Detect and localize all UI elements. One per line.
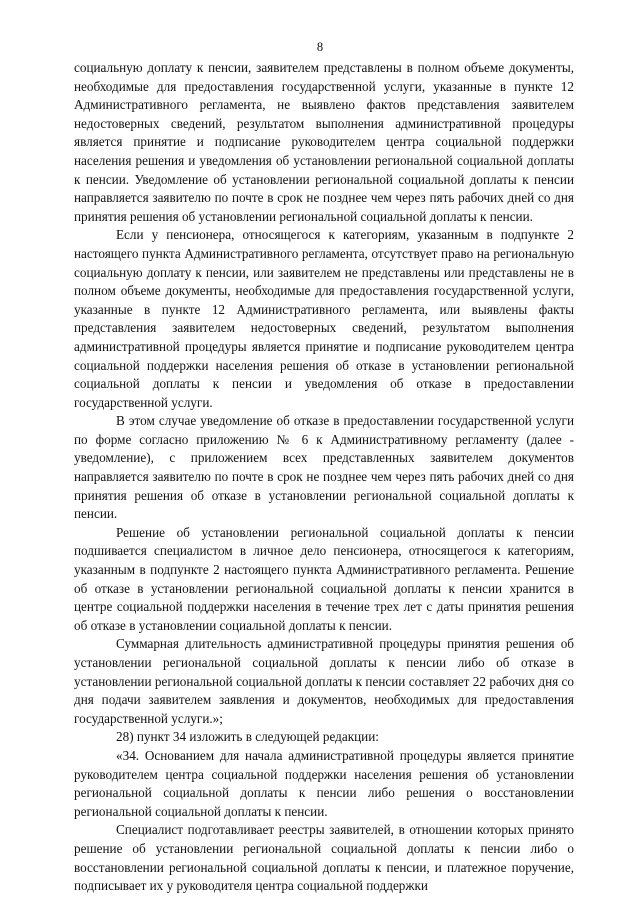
paragraph-4: Решение об установлении региональной социальной доплаты к пенсии подшивается специалистом в личное дело пенсионера, относящегося к категориям, указанным в подпункте 2 настоящего пункта Административного регламента. Решение об отказе в установлении региональной социальной доплаты к пенсии хранится в центре социальной поддержки населения в течение трех лет с даты принятия решения об отказе в установлении социальной доплаты к пенсии. bbox=[74, 524, 574, 633]
paragraph-6-amendment-item: 28) пункт 34 изложить в следующей редакции: bbox=[116, 729, 379, 745]
paragraph-2: Если у пенсионера, относящегося к категориям, указанным в подпункте 2 настоящего пункта Административного регламента, отсутствует право на региональную социальную доплату к пенсии, или заявителем не представлены или представлены не в полном объеме документы, необходимые для предоставления государственной услуги, указанные в пункте 12 Административного регламента, или выявлены факты представления заявителем недостоверных сведений, результатом выполнения административной процедуры является принятие и подписание руководителем центра социальной поддержки населения решения об отказе в установлении региональной социальной доплаты к пенсии и уведомления об отказе в предоставлении государственной услуги. bbox=[74, 227, 574, 410]
page-number: 8 bbox=[316, 40, 324, 54]
paragraph-3: В этом случае уведомление об отказе в предоставлении государственной услуги по форме согласно приложению № 6 к Административному регламенту (далее - уведомление), с приложением всех представленных заявителем документов направляется заявителю по почте в срок не позднее чем через пять рабочих дней со дня принятия решения об отказе в установлении региональной социальной доплаты к пенсии. bbox=[74, 413, 574, 522]
paragraph-1-continuation: социальную доплату к пенсии, заявителем представлены в полном объеме документы, необходимые для предоставления государственной услуги, указанные в пункте 12 Административного регламента, не выявлено фактов представления заявителем недостоверных сведений, результатом выполнения административной процедуры является принятие и подписание руководителем центра социальной поддержки населения решения и уведомления об установлении региональной социальной доплаты к пенсии. Уведомление об установлении региональной социальной доплаты к пенсии направляется заявителю по почте в срок не позднее чем через пять рабочих дней со дня принятия решения об установлении региональной социальной доплаты к пенсии. bbox=[74, 60, 574, 224]
paragraph-8: Специалист подготавливает реестры заявителей, в отношении которых принято решение об установлении региональной социальной доплаты к пенсии либо о восстановлении региональной социальной доплаты к пенсии, и платежное поручение, подписывает их у руководителя центра социальной поддержки bbox=[74, 822, 574, 894]
document-body bbox=[74, 59, 574, 896]
paragraph-7: «34. Основанием для начала административной процедуры является принятие руководителем центра социальной поддержки населения решения об установлении региональной социальной доплаты к пенсии либо решения о восстановлении региональной социальной доплаты к пенсии. bbox=[74, 747, 574, 819]
paragraph-5: Суммарная длительность административной процедуры принятия решения об установлении региональной социальной доплаты к пенсии либо об отказе в установлении региональной социальной доплаты к пенсии составляет 22 рабочих дня со дня подачи заявителем заявления и документов, необходимых для предоставления государственной услуги.»; bbox=[74, 636, 574, 726]
